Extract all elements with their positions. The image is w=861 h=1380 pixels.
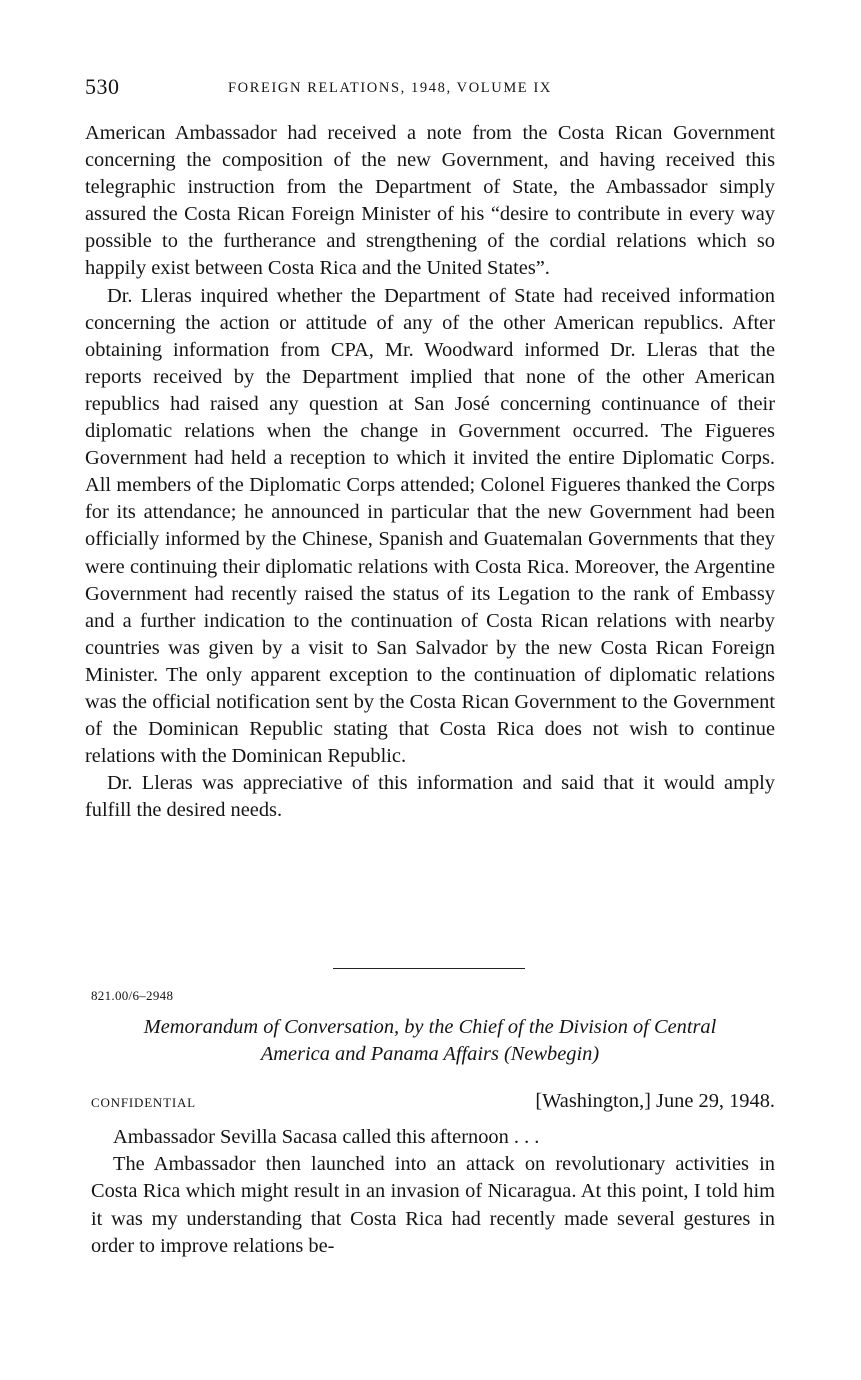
place-date: [Washington,] June 29, 1948. bbox=[535, 1090, 775, 1112]
memorandum-text bbox=[91, 1124, 775, 1260]
classification-line bbox=[91, 1090, 775, 1120]
paragraph: The Ambassador then launched into an attack on revolutionary activities in Costa Rica which might result in an invasion of Nicaragua. At this point, I told him it was my understanding that Costa Rica had recently made several gestures in order to improve relations be- bbox=[91, 1153, 775, 1257]
classification-label: CONFIDENTIAL bbox=[91, 1095, 196, 1110]
paragraph: American Ambassador had received a note from the Costa Rican Government concerning the composition of the new Government, and having received this telegraphic instruction from the Department of State, the Ambassador simply assured the Costa Rican Foreign Minister of his “desire to contribute in every way possible to the furtherance and strengthening of the cordial relations which so happily exist between Costa Rica and the United States”. bbox=[85, 122, 775, 280]
paragraph: Ambassador Sevilla Sacasa called this afternoon . . . bbox=[113, 1126, 540, 1148]
document-title-line: Memorandum of Conversation, by the Chief of the Division of Central bbox=[143, 1016, 717, 1038]
page-header bbox=[85, 74, 775, 104]
file-number: 821.00/6–2948 bbox=[91, 988, 174, 1003]
page-number: 530 bbox=[85, 74, 120, 99]
running-head: FOREIGN RELATIONS, 1948, VOLUME IX bbox=[228, 80, 552, 96]
paragraph: Dr. Lleras inquired whether the Department of State had received information concerning the action or attitude of any of the other American republics. After obtaining information from CPA, Mr. Woodward informed Dr. Lleras that the reports received by the Department implied that none of the other American republics had raised any question at San José concerning continuance of their diplomatic relations when the change in Government occurred. The Figueres Government had held a reception to which it invited the entire Diplomatic Corps. All members of the Diplomatic Corps attended; Colonel Figueres thanked the Corps for its attendance; he announced in particular that the new Government had been officially informed by the Chinese, Spanish and Guatemalan Governments that they were continuing their diplomatic relations with Costa Rica. Moreover, the Argentine Government had recently raised the status of its Legation to the rank of Embassy and a further indication to the continuation of Costa Rican relations with nearby countries was given by a visit to San Salvador by the new Costa Rican Foreign Minister. The only apparent exception to the continuation of diplomatic relations was the official notification sent by the Costa Rican Government to the Government of the Dominican Republic stating that Costa Rica does not wish to continue relations with the Dominican Republic. bbox=[85, 284, 775, 768]
document-title-line: America and Panama Affairs (Newbegin) bbox=[260, 1043, 600, 1065]
document-title bbox=[85, 1014, 775, 1068]
section-divider bbox=[333, 968, 525, 969]
paragraph: Dr. Lleras was appreciative of this information and said that it would amply fulfill the desired needs. bbox=[85, 772, 775, 822]
body-text bbox=[85, 120, 775, 824]
